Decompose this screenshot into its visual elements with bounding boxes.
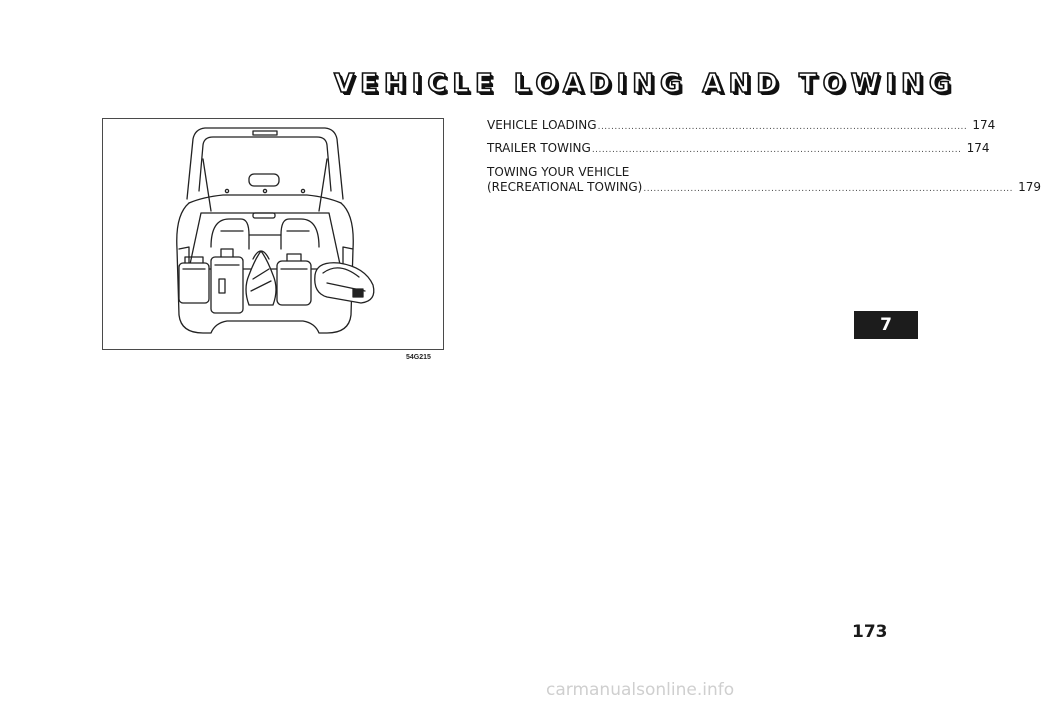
toc-leader-dots: .............................................................................................................. xyxy=(597,122,968,132)
toc-item-label: TRAILER TOWING xyxy=(487,141,591,155)
car-trunk-luggage-icon xyxy=(103,119,443,349)
figure-code: 54G215 xyxy=(406,354,431,361)
car-luggage-figure xyxy=(102,118,444,350)
page-title: VEHICLE LOADING AND TOWING xyxy=(334,69,957,99)
toc-item-label: (RECREATIONAL TOWING) xyxy=(487,180,643,194)
toc-item-page: 179 xyxy=(1018,180,1041,194)
watermark: carmanualsonline.info xyxy=(546,680,735,700)
toc-item-page: 174 xyxy=(966,141,990,155)
chapter-tab: 7 xyxy=(854,311,918,339)
toc-leader-dots: .............................................................................................................. xyxy=(591,145,962,155)
page-number: 173 xyxy=(852,622,888,642)
toc-item[interactable] xyxy=(487,141,990,157)
toc-leader-dots: .............................................................................................................. xyxy=(643,184,1014,194)
toc-item-page: 174 xyxy=(972,118,996,132)
toc-item-label: VEHICLE LOADING xyxy=(487,118,597,132)
toc-item[interactable] xyxy=(487,164,1041,196)
toc-item[interactable] xyxy=(487,118,996,134)
table-of-contents xyxy=(487,118,1041,203)
toc-item-label-line1: TOWING YOUR VEHICLE xyxy=(487,165,630,179)
